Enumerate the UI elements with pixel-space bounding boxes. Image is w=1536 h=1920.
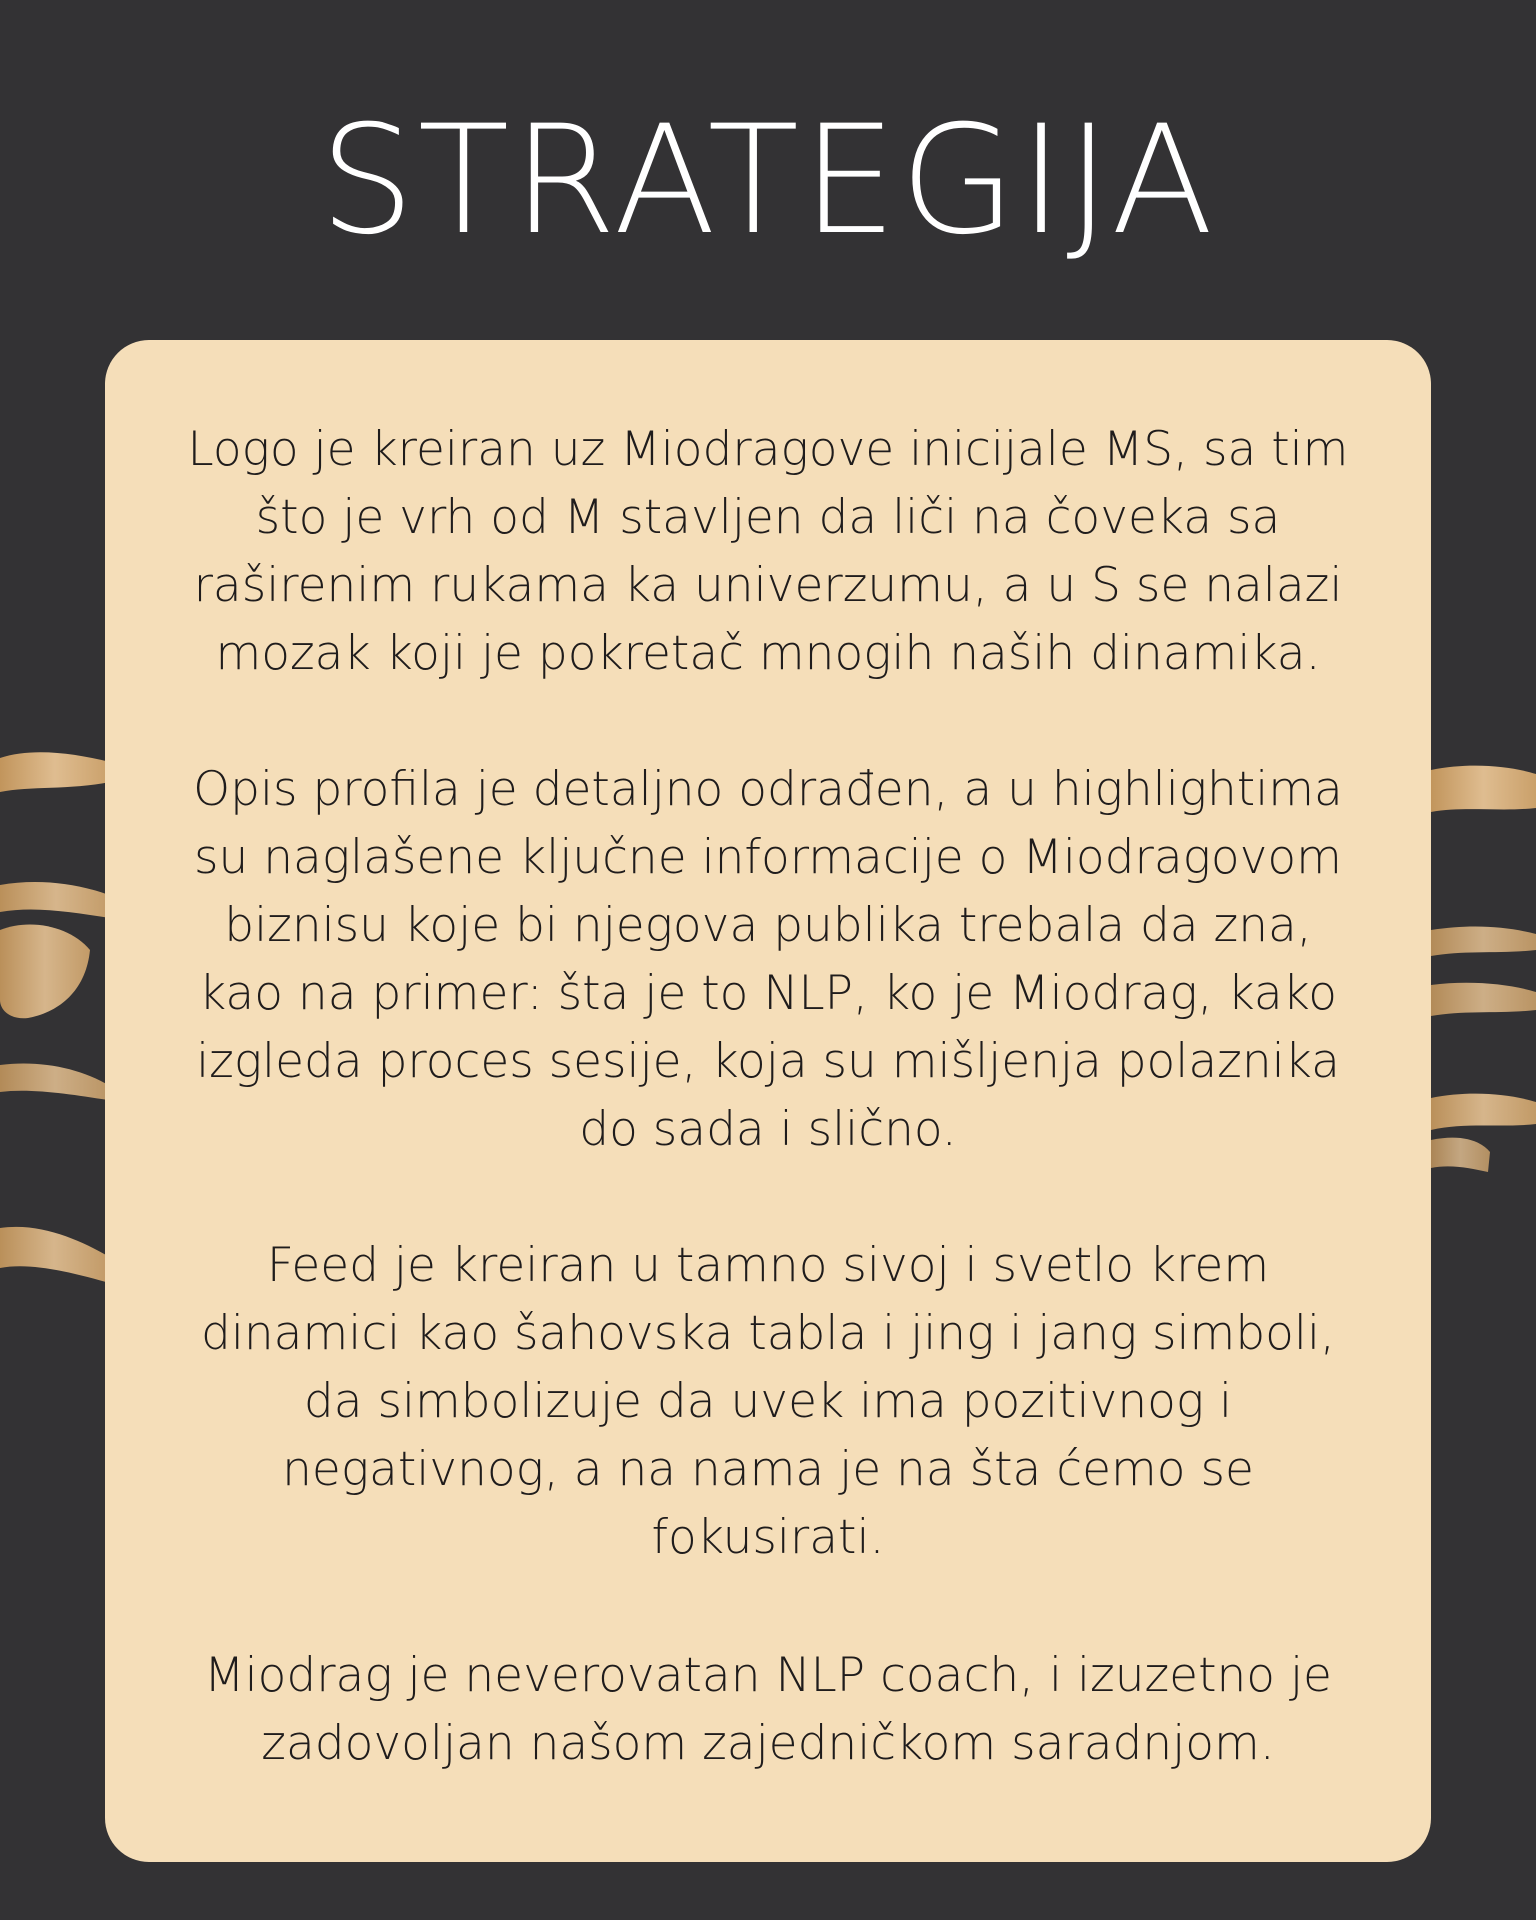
paragraph-closing: Miodrag je neverovatan NLP coach, i izuzetno je zadovoljan našom zajedničkom saradnjom. [204, 1648, 1332, 1771]
paragraph-logo: Logo je kreiran uz Miodragove inicijale MS, sa tim što je vrh od M stavljen da liči na čoveka sa raširenim rukama ka univerzumu, a u S se nalazi mozak koji je pokretač mnogih naših dinamika. [187, 422, 1349, 681]
brush-stroke-right-4 [1431, 1094, 1536, 1130]
brush-stroke-left-2 [0, 882, 112, 918]
brush-stroke-right-5 [1431, 1138, 1490, 1172]
brush-stroke-left-3 [0, 924, 90, 1018]
paragraph-feed: Feed je kreiran u tamno sivoj i svetlo krem dinamici kao šahovska tabla i jing i jang simboli, da simbolizuje da uvek ima pozitivnog i negativnog, a na nama je na šta ćemo se fokusirati. [201, 1238, 1335, 1565]
brush-stroke-right-3 [1431, 983, 1536, 1016]
page-title: STRATEGIJA [319, 94, 1217, 268]
brush-stroke-left-1 [0, 752, 110, 792]
content-card [105, 340, 1431, 1862]
brush-stroke-right-2 [1431, 927, 1536, 956]
paragraph-profile: Opis profila je detaljno odrađen, a u highlightima su naglašene ključne informacije o Miodragovom biznisu koje bi njegova publika trebala da zna, kao na primer: šta je to NLP, ko je Miodrag, kako izgleda proces sesije, koja su mišljenja polaznika do sada i slično. [193, 762, 1343, 1157]
brush-stroke-right-1 [1431, 766, 1536, 812]
brush-stroke-left-4 [0, 1064, 110, 1100]
brush-stroke-left-5 [0, 1227, 108, 1282]
